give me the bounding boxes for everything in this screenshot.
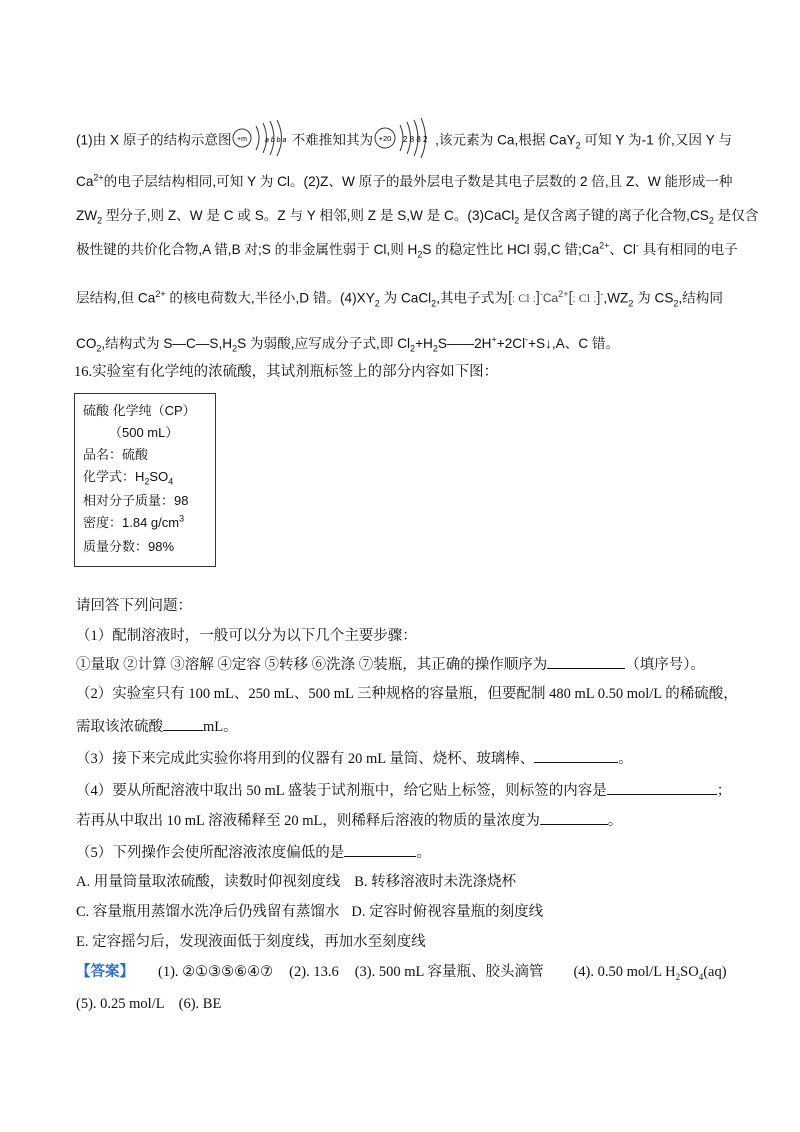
text: +S↓,A、C 错。: [528, 336, 620, 351]
q2-line-b: [76, 716, 238, 737]
subscript: 2: [708, 215, 714, 226]
option-c: C. 容量瓶用蒸馏水洗净后仍残留有蒸馏水: [76, 904, 340, 920]
text: ,结构同: [678, 290, 723, 306]
q1-line: [76, 626, 417, 646]
q3-line: [76, 748, 633, 769]
prompt-line: [76, 596, 192, 616]
text: 需取该浓硫酸: [76, 719, 163, 735]
text: 可知 Y 为-1 价,又因 Y 与: [580, 132, 732, 148]
cl-symbol: Cl: [578, 291, 591, 305]
answer-4: [573, 964, 726, 980]
subscript: 2: [628, 298, 634, 309]
text: ,结构式为 S—C—S,H: [101, 336, 233, 351]
text: ,该元素为 Ca,根据 CaY: [435, 132, 576, 148]
subscript: 2: [374, 298, 380, 309]
text: 。: [618, 751, 633, 767]
answer-blank[interactable]: [607, 780, 717, 795]
answer-blank[interactable]: [540, 810, 608, 825]
superscript: -: [635, 240, 639, 251]
answer-2: (2). 13.6: [289, 964, 339, 980]
answer-6: (6). BE: [178, 996, 222, 1012]
q1-steps-line: [76, 654, 705, 675]
option-a: A. 用量筒量取浓硫酸，读数时仰视刻度线: [76, 874, 341, 890]
text: mL。: [203, 719, 238, 735]
text: S 为弱酸,应写成分子式,即 Cl: [237, 336, 411, 351]
subscript: 2: [432, 343, 438, 354]
q4-line-a: [76, 780, 731, 801]
subscript: 2: [514, 215, 520, 226]
answer-blank[interactable]: [163, 716, 203, 731]
option-d: D. 定容时俯视容量瓶的刻度线: [351, 904, 544, 920]
answer-3: (3). 500 mL 容量瓶、胶头滴管: [354, 964, 544, 980]
text: ；: [716, 783, 732, 799]
text: (aq): [703, 964, 727, 980]
text: 不难推知其为: [291, 132, 374, 148]
answer-blank[interactable]: [344, 842, 416, 857]
text: 化学式：H: [83, 469, 145, 484]
text: 极性键的共价化合物,A 错,B 对;S 的非金属性弱于 Cl,则 H: [76, 242, 418, 257]
nucleus-label: +m: [236, 136, 247, 143]
text: 。: [607, 813, 623, 829]
subscript: 2: [97, 215, 103, 226]
label-row-density: [83, 514, 184, 532]
text: （2）实验室只有 100 mL、250 mL、500 mL 三种规格的容量瓶，但要配制 480 mL 0.50 mol/L 的稀硫酸，: [76, 686, 738, 702]
text: (1)由 X 原子的结构示意图: [76, 132, 232, 148]
superscript: 2+: [93, 172, 104, 183]
nucleus-label: +20: [378, 134, 392, 143]
text: ①量取 ②计算 ③溶解 ④定容 ⑤转移 ⑥洗涤 ⑦装瓶，其正确的操作顺序为: [76, 657, 548, 673]
options-line-e: [76, 932, 426, 952]
text: 密度：1.84 g/cm: [83, 515, 180, 530]
label-row-mass-fraction: 质量分数：98%: [83, 539, 175, 554]
atom-structure-diagram-ca: [373, 118, 435, 164]
superscript: 3: [179, 513, 185, 524]
q2-line-a: [76, 684, 738, 704]
text: 请回答下列问题：: [76, 598, 192, 614]
subscript: 2: [675, 971, 681, 982]
text: ,WZ: [603, 290, 629, 306]
option-e: E. 定容摇匀后，发现液面低于刻度线，再加水至刻度线: [76, 934, 426, 950]
label-row-name-grade: 硫酸 化学纯（CP）: [83, 403, 196, 418]
shell-label: 2 8 8 2: [403, 135, 428, 144]
answer-5: (5). 0.25 mol/L: [76, 996, 165, 1012]
text: 的核电荷数大,半径小,D 错。(4)XY: [165, 290, 375, 306]
answer-tag: 【答案】: [76, 964, 134, 980]
text: （3）接下来完成此实验你将用到的仪器有 20 mL 量筒、烧杯、玻璃棒、: [76, 751, 535, 767]
subscript: 2: [232, 343, 238, 354]
subscript: 2: [417, 249, 423, 260]
subscript: 2: [144, 476, 150, 487]
superscript: 2+: [155, 289, 166, 300]
text: 。: [416, 845, 431, 861]
q5-line: [76, 842, 431, 863]
cl-symbol: Cl: [518, 291, 530, 305]
subscript: 2: [575, 140, 581, 151]
text: （4）要从所配溶液中取出 50 mL 盛装于试剂瓶中，给它贴上标签，则标签的内容是: [76, 783, 607, 799]
atom-structure-diagram-x: [232, 120, 292, 162]
text: Ca: [76, 174, 94, 189]
text: 若再从中取出 10 mL 溶液稀释至 20 mL，则稀释后溶液的物质的量浓度为: [76, 813, 540, 829]
text: 16.实验室有化学纯的浓硫酸，其试剂瓶标签上的部分内容如下图：: [74, 364, 499, 380]
electron-formula-cacl2: [: Cl $:]^-Ca^{2+}$[: Cl :]-: [507, 289, 604, 306]
shell-label: a b b a: [264, 137, 286, 144]
q4-line-b: [76, 810, 622, 831]
text: (4). 0.50 mol/L H: [573, 964, 676, 980]
label-row-molar-mass: 相对分子质量：98: [83, 493, 189, 508]
answer-line-2: [76, 994, 221, 1014]
explanation-line-5: [76, 288, 723, 310]
text: （5）下列操作会使所配溶液浓度偏低的是: [76, 845, 345, 861]
subscript: 2: [431, 298, 437, 309]
subscript: 4: [698, 971, 704, 982]
text: （1）配制溶液时，一般可以分为以下几个主要步骤：: [76, 628, 417, 644]
subscript: 2: [673, 298, 679, 309]
text: 为 CaCl: [379, 290, 432, 306]
subscript: 2: [410, 343, 416, 354]
options-line-cd: [76, 902, 543, 922]
explanation-line-2: [76, 172, 733, 192]
answer-line-1: [76, 962, 727, 982]
text: S 的稳定性比 HCl 弱,C 错;Ca: [422, 242, 600, 257]
text: 型分子,则 Z、W 是 C 或 S。Z 与 Y 相邻,则 Z 是 S,W 是 C。(3)CaCl: [102, 208, 515, 223]
text: 的电子层结构相同,可知 Y 为 Cl。(2)Z、W 原子的最外层电子数是其电子层数的 2 倍,且 Z、W 能形成一种: [103, 174, 733, 189]
answer-blank[interactable]: [534, 748, 618, 763]
explanation-line-3: [76, 206, 758, 226]
reagent-label-box: [74, 393, 216, 567]
answer-blank[interactable]: [547, 654, 625, 669]
explanation-line-1: [76, 118, 732, 164]
label-row-formula: [83, 468, 173, 486]
options-line-ab: [76, 872, 516, 892]
text: S——2H: [437, 336, 492, 351]
superscript: -: [525, 334, 529, 345]
text: ZW: [76, 208, 98, 223]
answer-1: (1). ②①③⑤⑥④⑦: [158, 964, 274, 980]
superscript: 2+: [599, 240, 610, 251]
text: CO: [76, 336, 97, 351]
explanation-line-4: [76, 240, 738, 260]
ca-symbol: Ca: [542, 291, 559, 305]
explanation-line-6: [76, 334, 619, 354]
text: 是仅含: [713, 208, 759, 223]
text: ,其电子式为: [436, 290, 508, 306]
text: 具有相同的电子: [638, 242, 738, 257]
option-b: B. 转移溶液时未洗涤烧杯: [354, 874, 517, 890]
subscript: 2: [96, 343, 102, 354]
text: SO: [680, 964, 699, 980]
subscript: 4: [168, 476, 174, 487]
label-row-product: 品名：硫酸: [83, 447, 149, 462]
label-row-volume: （500 mL）: [109, 425, 179, 440]
superscript: 2+: [558, 289, 569, 299]
text: SO: [149, 469, 169, 484]
superscript: +: [491, 334, 497, 345]
question-title: [74, 362, 498, 382]
text: 是仅含离子键的离子化合物,CS: [519, 208, 709, 223]
text: （填序号）。: [625, 657, 705, 673]
text: +H: [415, 336, 433, 351]
text: +2Cl: [496, 336, 526, 351]
text: 为 CS: [633, 290, 674, 306]
text: 层结构,但 Ca: [76, 290, 156, 306]
text: 、Cl: [609, 242, 636, 257]
